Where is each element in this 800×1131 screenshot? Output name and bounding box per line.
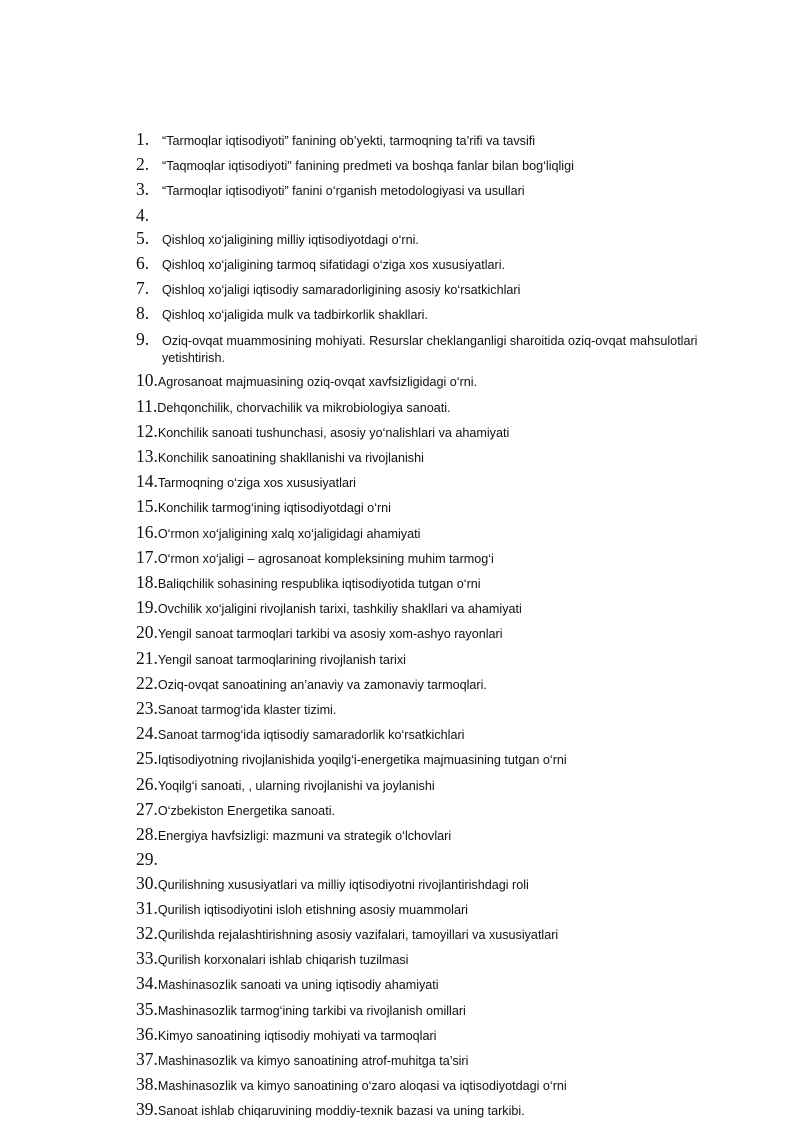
item-text: Mashinasozlik va kimyo sanoatining atrof-muhitga ta’siri xyxy=(157,1053,469,1068)
item-number: 21. xyxy=(136,647,158,668)
item-text: Oziq-ovqat sanoatining an’anaviy va zamonaviy tarmoqlari. xyxy=(157,677,487,692)
item-text: Mashinasozlik va kimyo sanoatining o‘zaro aloqasi va iqtisodiyotdagi o‘rni xyxy=(157,1079,567,1094)
list-item xyxy=(136,922,756,947)
item-text: Qishloq xo‘jaligining tarmoq sifatidagi o‘ziga xos xususiyatlari. xyxy=(162,258,505,273)
list-item xyxy=(136,277,756,302)
item-number: 2. xyxy=(136,154,150,175)
item-text: Iqtisodiyotning rivojlanishida yoqilg‘i-energetika majmuasining tutgan o‘rni xyxy=(157,753,567,768)
list-item xyxy=(136,823,756,848)
list-item xyxy=(136,773,756,798)
item-text: Qishloq xo‘jaligining milliy iqtisodiyotdagi o‘rni. xyxy=(162,232,419,247)
item-text: Kimyo sanoatining iqtisodiy mohiyati va tarmoqlari xyxy=(157,1028,437,1043)
item-number: 4. xyxy=(136,204,150,225)
item-number: 5. xyxy=(136,227,150,248)
list-item xyxy=(136,369,756,394)
item-number: 14. xyxy=(136,471,158,492)
item-number: 25. xyxy=(136,748,158,769)
item-number: 8. xyxy=(136,303,150,324)
item-number: 9. xyxy=(136,328,150,349)
list-item xyxy=(136,302,756,327)
item-text: Sanoat ishlab chiqaruvining moddiy-texnik bazasi va uning tarkibi. xyxy=(157,1104,525,1119)
item-number: 24. xyxy=(136,723,158,744)
item-number: 20. xyxy=(136,622,158,643)
list-item xyxy=(136,178,756,203)
item-text: Yoqilg‘i sanoati, , ularning rivojlanishi va joylanishi xyxy=(157,778,435,793)
list-item xyxy=(136,747,756,772)
item-number: 35. xyxy=(136,998,158,1019)
item-text: Oziq-ovqat muammosining mohiyati. Resurslar cheklanganligi sharoitida oziq-ovqat mahsulotlari yetishtirish. xyxy=(162,333,698,366)
list-item xyxy=(136,445,756,470)
list-item xyxy=(136,1048,756,1073)
item-number: 37. xyxy=(136,1048,158,1069)
list-item xyxy=(136,798,756,823)
item-number: 28. xyxy=(136,824,158,845)
list-item xyxy=(136,697,756,722)
item-text: Sanoat tarmog‘ida iqtisodiy samaradorlik ko‘rsatkichlari xyxy=(157,728,465,743)
item-number: 39. xyxy=(136,1099,158,1120)
list-item xyxy=(136,495,756,520)
item-text: Mashinasozlik tarmog‘ining tarkibi va rivojlanish omillari xyxy=(157,1003,466,1018)
item-number: 15. xyxy=(136,496,158,517)
item-number: 22. xyxy=(136,672,158,693)
item-number: 23. xyxy=(136,698,158,719)
item-number: 16. xyxy=(136,521,158,542)
list-item xyxy=(136,1098,756,1123)
item-number: 7. xyxy=(136,278,150,299)
list-item xyxy=(136,420,756,445)
list-item xyxy=(136,722,756,747)
item-number: 18. xyxy=(136,572,158,593)
item-number: 29. xyxy=(136,849,158,870)
item-number: 30. xyxy=(136,872,158,893)
item-text: Agrosanoat majmuasining oziq-ovqat xavfsizligidagi o‘rni. xyxy=(157,375,478,390)
item-number: 27. xyxy=(136,798,158,819)
item-number: 34. xyxy=(136,973,158,994)
list-item xyxy=(136,204,756,227)
list-item xyxy=(136,848,756,871)
item-text: Ovchilik xo‘jaligini rivojlanish tarixi, tashkiliy shakllari va ahamiyati xyxy=(157,602,522,617)
list-item xyxy=(136,1073,756,1098)
list-item xyxy=(136,571,756,596)
item-number: 3. xyxy=(136,179,150,200)
item-text: Konchilik sanoati tushunchasi, asosiy yo‘nalishlari va ahamiyati xyxy=(157,425,510,440)
item-text: Qurilishda rejalashtirishning asosiy vazifalari, tamoyillari va xususiyatlari xyxy=(157,927,559,942)
item-number: 33. xyxy=(136,948,158,969)
item-text: O‘rmon xo‘jaligi – agrosanoat kompleksining muhim tarmog‘i xyxy=(157,551,494,566)
item-number: 13. xyxy=(136,446,158,467)
item-number: 36. xyxy=(136,1023,158,1044)
item-text: “Tarmoqlar iqtisodiyoti” fanining ob’yekti, tarmoqning ta’rifi va tavsifi xyxy=(162,134,536,148)
item-text: “Taqmoqlar iqtisodiyoti" fanining predmeti va boshqa fanlar bilan bog‘liqligi xyxy=(162,159,574,174)
item-text: Qishloq xo‘jaligida mulk va tadbirkorlik shakllari. xyxy=(162,308,428,323)
item-text: Qurilish korxonalari ishlab chiqarish tuzilmasi xyxy=(157,953,409,968)
list-item xyxy=(136,546,756,571)
item-text: Qurilishning xususiyatlari va milliy iqtisodiyotni rivojlantirishdagi roli xyxy=(157,877,529,892)
item-number: 19. xyxy=(136,597,158,618)
item-text: Sanoat tarmog‘ida klaster tizimi. xyxy=(157,703,337,718)
item-number: 17. xyxy=(136,546,158,567)
list-item xyxy=(136,972,756,997)
list-item xyxy=(136,672,756,697)
list-item xyxy=(136,521,756,546)
item-text: Qurilish iqtisodiyotini isloh etishning asosiy muammolari xyxy=(157,902,468,917)
item-text: O‘zbekiston Energetika sanoati. xyxy=(157,803,335,818)
item-number: 26. xyxy=(136,773,158,794)
list-item xyxy=(136,128,756,153)
list-item xyxy=(136,998,756,1023)
item-text: Energiya havfsizligi: mazmuni va strategik o‘lchovlari xyxy=(157,829,452,844)
list-item xyxy=(136,596,756,621)
list-item xyxy=(136,328,756,370)
list-item xyxy=(136,872,756,897)
item-text: “Tarmoqlar iqtisodiyoti” fanini o‘rganish metodologiyasi va usullari xyxy=(162,184,525,199)
item-number: 31. xyxy=(136,897,158,918)
list-item xyxy=(136,252,756,277)
item-number: 12. xyxy=(136,420,158,441)
item-number: 38. xyxy=(136,1074,158,1095)
list-item xyxy=(136,395,756,420)
list-item xyxy=(136,621,756,646)
list-item xyxy=(136,227,756,252)
list-item xyxy=(136,470,756,495)
list-item xyxy=(136,153,756,178)
item-text: Mashinasozlik sanoati va uning iqtisodiy ahamiyati xyxy=(157,978,439,993)
item-text: Dehqonchilik, chorvachilik va mikrobiologiya sanoati. xyxy=(157,400,451,415)
item-text: Konchilik tarmog‘ining iqtisodiyotdagi o‘rni xyxy=(157,501,391,516)
list-item xyxy=(136,647,756,672)
item-number: 1. xyxy=(136,129,150,149)
list-item xyxy=(136,897,756,922)
item-text: Yengil sanoat tarmoqlarining rivojlanish tarixi xyxy=(157,652,406,667)
item-text: Tarmoqning o‘ziga xos xususiyatlari xyxy=(157,476,356,491)
list-item xyxy=(136,947,756,972)
item-number: 6. xyxy=(136,253,150,274)
item-text: Yengil sanoat tarmoqlari tarkibi va asosiy xom-ashyo rayonlari xyxy=(157,627,503,642)
numbered-question-list xyxy=(136,128,756,1124)
item-text: Baliqchilik sohasining respublika iqtisodiyotida tutgan o‘rni xyxy=(157,577,481,592)
list-item xyxy=(136,1023,756,1048)
item-text: Konchilik sanoatining shakllanishi va rivojlanishi xyxy=(157,451,424,466)
item-text: O‘rmon xo‘jaligining xalq xo‘jaligidagi ahamiyati xyxy=(157,526,421,541)
item-number: 32. xyxy=(136,922,158,943)
item-text: Qishloq xo‘jaligi iqtisodiy samaradorligining asosiy ko‘rsatkichlari xyxy=(162,283,521,298)
item-number: 11. xyxy=(136,395,158,416)
item-number: 10. xyxy=(136,370,158,391)
